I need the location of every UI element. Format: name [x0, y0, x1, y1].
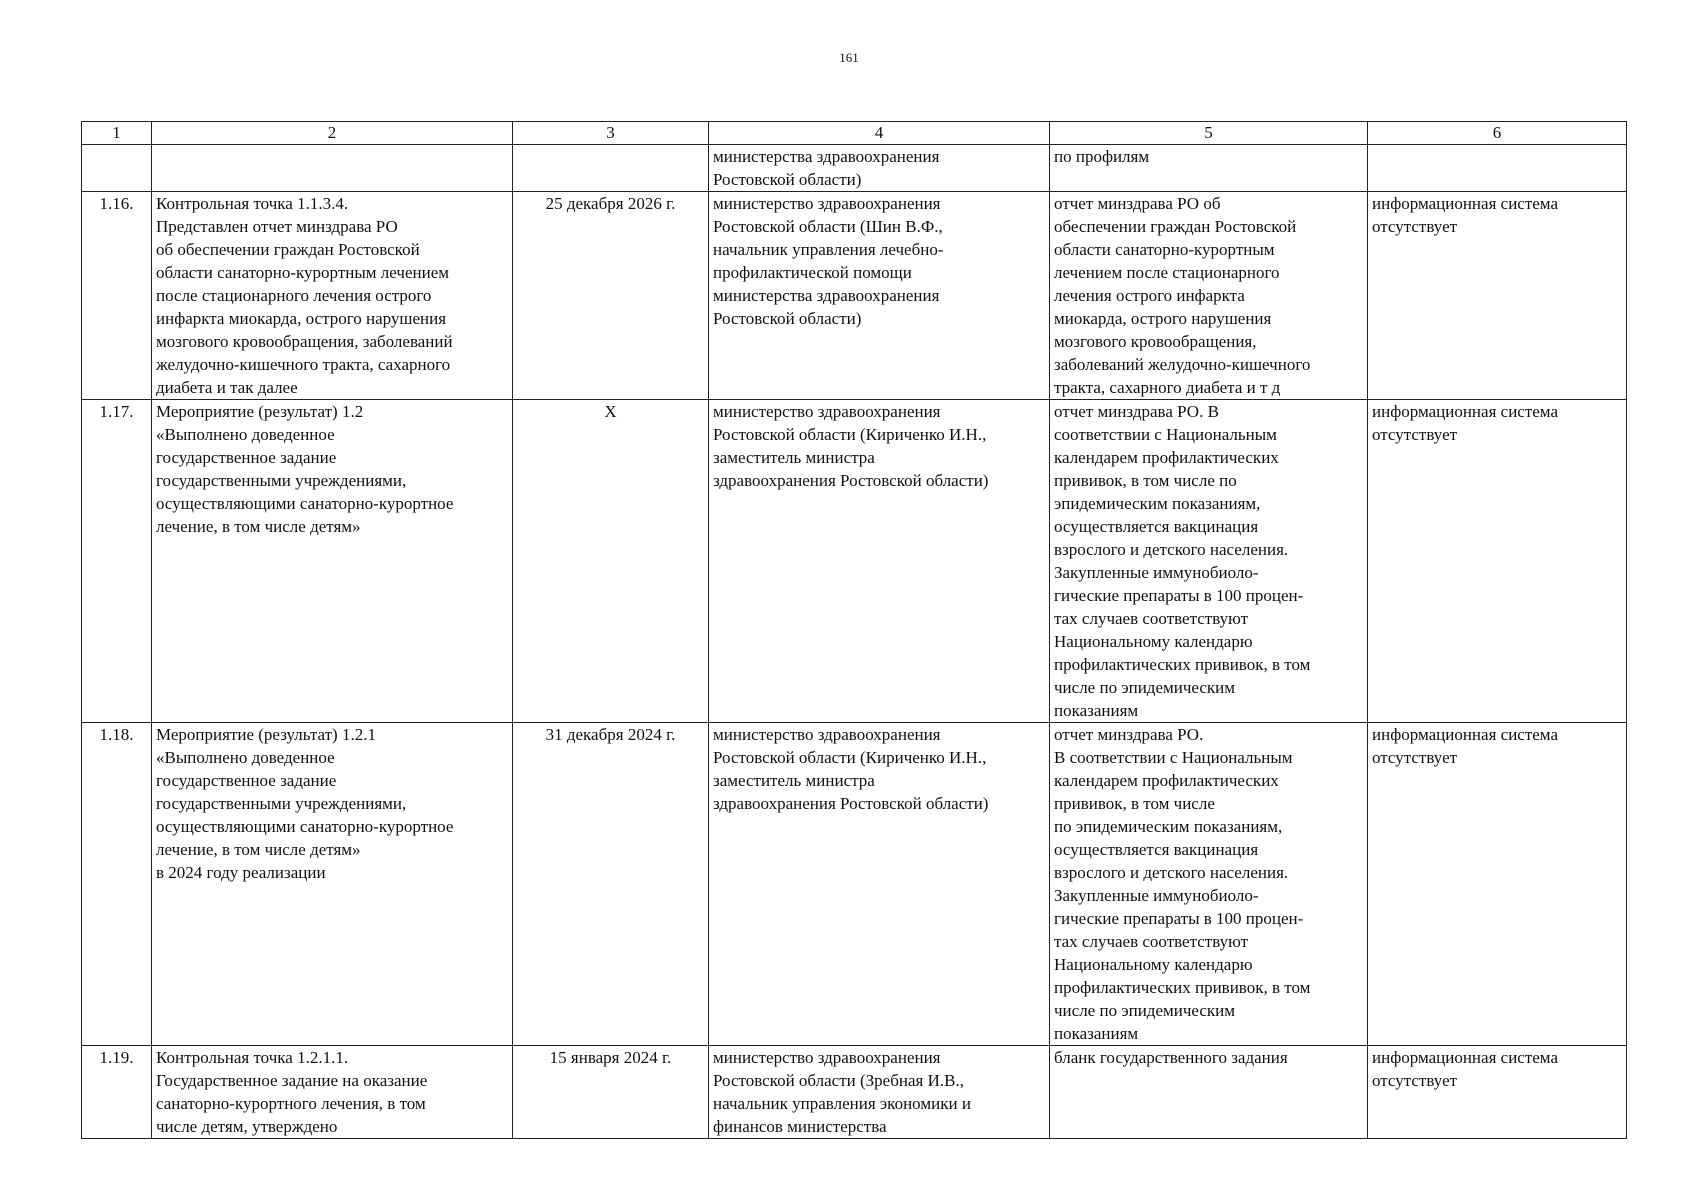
column-number-row	[82, 122, 1627, 145]
document-cell: по профилям	[1050, 145, 1368, 192]
description-cell: Мероприятие (результат) 1.2 «Выполнено доведенное государственное задание государственными учреждениями, осуществляющими санаторно-курортное лечение, в том числе детям»	[152, 400, 513, 723]
column-number: 3	[513, 122, 709, 145]
page-number: 161	[839, 50, 859, 65]
column-number: 5	[1050, 122, 1368, 145]
table-row	[82, 400, 1627, 723]
responsible-cell: министерство здравоохранения Ростовской области (Кириченко И.Н., заместитель министра здравоохранения Ростовской области)	[709, 400, 1050, 723]
row-number-cell: 1.16.	[82, 192, 152, 400]
row-number-cell: 1.18.	[82, 723, 152, 1046]
info-system-cell	[1368, 145, 1627, 192]
date-cell: 25 декабря 2026 г.	[513, 192, 709, 400]
responsible-cell: министерства здравоохранения Ростовской области)	[709, 145, 1050, 192]
description-cell: Контрольная точка 1.2.1.1. Государственное задание на оказание санаторно-курортного лечения, в том числе детям, утверждено	[152, 1046, 513, 1139]
row-number-cell	[82, 145, 152, 192]
table-row	[82, 723, 1627, 1046]
plan-table	[81, 121, 1627, 1139]
date-cell: 15 января 2024 г.	[513, 1046, 709, 1139]
description-cell: Контрольная точка 1.1.3.4. Представлен отчет минздрава РО об обеспечении граждан Ростовской области санаторно-курортным лечением после стационарного лечения острого инфаркта миокарда, острого нарушения мозгового кровообращения, заболеваний желудочно-кишечного тракта, сахарного диабета и так далее	[152, 192, 513, 400]
column-number: 1	[82, 122, 152, 145]
date-cell	[513, 145, 709, 192]
date-cell: 31 декабря 2024 г.	[513, 723, 709, 1046]
row-number-cell: 1.19.	[82, 1046, 152, 1139]
responsible-cell: министерство здравоохранения Ростовской области (Зребная И.В., начальник управления экономики и финансов министерства	[709, 1046, 1050, 1139]
document-cell: отчет минздрава РО об обеспечении граждан Ростовской области санаторно-курортным лечением после стационарного лечения острого инфаркта миокарда, острого нарушения мозгового кровообращения, заболеваний желудочно-кишечного тракта, сахарного диабета и т д	[1050, 192, 1368, 400]
row-number-cell: 1.17.	[82, 400, 152, 723]
description-cell: Мероприятие (результат) 1.2.1 «Выполнено доведенное государственное задание государственными учреждениями, осуществляющими санаторно-курортное лечение, в том числе детям» в 2024 году реализации	[152, 723, 513, 1046]
info-system-cell: информационная система отсутствует	[1368, 400, 1627, 723]
responsible-cell: министерство здравоохранения Ростовской области (Кириченко И.Н., заместитель министра здравоохранения Ростовской области)	[709, 723, 1050, 1046]
document-cell: бланк государственного задания	[1050, 1046, 1368, 1139]
document-cell: отчет минздрава РО. В соответствии с Национальным календарем профилактических прививок, в том числе по эпидемическим показаниям, осуществляется вакцинация взрослого и детского населения. Закупленные иммунобиоло- гические препараты в 100 процен- тах случаев соответствуют Национальному календарю профилактических прививок, в том числе по эпидемическим показаниям	[1050, 400, 1368, 723]
responsible-cell: министерство здравоохранения Ростовской области (Шин В.Ф., начальник управления лечебно- профилактической помощи министерства здравоохранения Ростовской области)	[709, 192, 1050, 400]
document-cell: отчет минздрава РО. В соответствии с Национальным календарем профилактических прививок, в том числе по эпидемическим показаниям, осуществляется вакцинация взрослого и детского населения. Закупленные иммунобиоло- гические препараты в 100 процен- тах случаев соответствуют Национальному календарю профилактических прививок, в том числе по эпидемическим показаниям	[1050, 723, 1368, 1046]
column-number: 4	[709, 122, 1050, 145]
column-number: 6	[1368, 122, 1627, 145]
date-cell: X	[513, 400, 709, 723]
info-system-cell: информационная система отсутствует	[1368, 192, 1627, 400]
table-row	[82, 1046, 1627, 1139]
info-system-cell: информационная система отсутствует	[1368, 1046, 1627, 1139]
description-cell	[152, 145, 513, 192]
column-number: 2	[152, 122, 513, 145]
table-row	[82, 192, 1627, 400]
table-row	[82, 145, 1627, 192]
info-system-cell: информационная система отсутствует	[1368, 723, 1627, 1046]
